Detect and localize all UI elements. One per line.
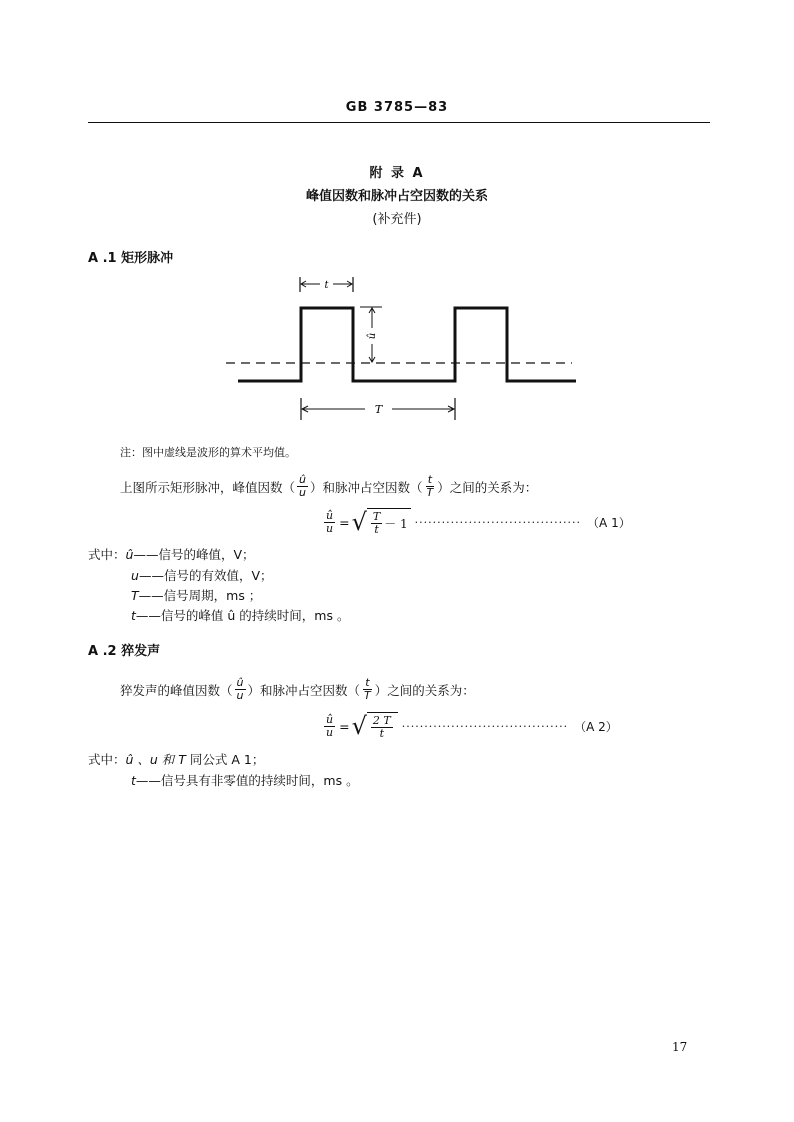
formula-a2-tag: （A 2） <box>574 719 618 734</box>
intro-a1-part3: ）之间的关系为： <box>437 479 538 495</box>
formula-a2-rad-den: t <box>379 727 384 740</box>
peak-factor-fraction <box>297 474 308 499</box>
formula-a1-sqrt <box>352 508 411 536</box>
formula-a1-rad-num: T <box>372 510 381 523</box>
def-a2-0 <box>88 750 264 768</box>
def-a1-0 <box>88 545 255 563</box>
formula-a2-leader-dots: ····································· <box>401 719 569 733</box>
t-label: t <box>324 280 329 291</box>
formula-a1-tag: （A 1） <box>587 515 631 530</box>
peak-factor-den: u <box>236 689 244 702</box>
duty-factor-num: t <box>427 473 433 486</box>
sqrt-sign-icon: √ <box>351 508 367 536</box>
def-a1-1 <box>131 566 273 584</box>
duty-factor-fraction-a2 <box>362 677 373 702</box>
formula-a1-rad-frac <box>371 511 382 536</box>
section-a1-heading: A .1 矩形脉冲 <box>88 251 174 266</box>
def-text: ——信号具有非零值的持续时间，ms 。 <box>135 773 359 788</box>
duty-factor-fraction <box>425 474 436 499</box>
def-text: ——信号周期，ms ； <box>138 588 262 603</box>
def-symbol: t <box>131 773 136 788</box>
formula-a1-lhs-num: û <box>326 508 334 522</box>
formula-a1-lhs-den: u <box>326 521 334 535</box>
def-text: ——信号的峰值 û 的持续时间，ms 。 <box>135 608 350 623</box>
duty-factor-num: t <box>365 676 370 689</box>
intro-a2-part2: ）和脉冲占空因数（ <box>247 682 361 698</box>
formula-a2-sqrt <box>352 712 398 740</box>
intro-a1-part1: 上图所示矩形脉冲，峰值因数（ <box>120 479 296 495</box>
formula-a2-lhs-den: u <box>326 725 334 739</box>
section-a2-intro <box>120 677 475 702</box>
peak-factor-fraction-a2 <box>235 677 246 702</box>
formula-a1-eq: = <box>339 514 350 530</box>
formula-a1-lhs <box>324 510 335 535</box>
def-a1-2 <box>131 586 261 604</box>
formula-a2 <box>322 712 618 740</box>
appendix-label: 附 录 A <box>369 166 425 181</box>
formula-a2-radicand <box>367 712 398 740</box>
appendix-title: 峰值因数和脉冲占空因数的关系 <box>305 189 488 204</box>
def-text: ——信号的峰值，V； <box>133 547 255 562</box>
appendix-note: (补充件) <box>372 212 422 227</box>
page-number: 17 <box>672 1040 688 1054</box>
def-prefix: 式中： <box>88 752 126 767</box>
T-label: T <box>374 403 383 416</box>
formula-a1 <box>322 508 631 536</box>
sqrt-sign-icon: √ <box>351 712 367 740</box>
def-a1-3 <box>131 606 349 624</box>
def-text: ——信号的有效值，V； <box>138 568 273 583</box>
pulse-waveform <box>238 308 576 381</box>
rectangular-pulse-figure <box>220 270 590 430</box>
peak-factor-num: û <box>299 473 306 486</box>
def-symbol: t <box>131 608 136 623</box>
formula-a1-rad-den: t <box>374 523 379 536</box>
formula-a2-lhs <box>324 714 335 739</box>
duty-factor-den: T <box>364 689 371 702</box>
formula-a2-rad-num: 2 T <box>372 714 391 727</box>
peak-factor-den: u <box>299 486 306 499</box>
intro-a2-part1: 猝发声的峰值因数（ <box>120 682 233 698</box>
header-rule <box>88 122 710 123</box>
def-prefix: 式中： <box>88 547 126 562</box>
def-symbol: T <box>131 588 139 603</box>
peak-factor-num: û <box>236 676 244 689</box>
formula-a1-rad-tail: － 1 <box>384 517 408 531</box>
def-symbol: û 、u 和 T <box>125 752 186 767</box>
def-symbol: û <box>125 547 134 562</box>
figure-note: 注：图中虚线是波形的算术平均值。 <box>120 446 296 459</box>
def-a2-1 <box>131 771 359 789</box>
intro-a2-part3: ）之间的关系为： <box>374 682 475 698</box>
def-symbol: u <box>131 568 139 583</box>
def-text: 同公式 A 1； <box>185 752 265 767</box>
formula-a1-radicand <box>367 508 411 536</box>
document-header-code: GB 3785—83 <box>345 100 449 115</box>
duty-factor-den: T <box>426 486 434 499</box>
section-a1-intro <box>120 474 537 499</box>
intro-a1-part2: ）和脉冲占空因数（ <box>310 479 423 495</box>
formula-a2-eq: = <box>339 718 350 734</box>
formula-a2-rad-frac <box>371 715 393 740</box>
section-a2-heading: A .2 猝发声 <box>88 644 161 659</box>
peak-label: û <box>367 332 378 340</box>
formula-a1-leader-dots: ····································· <box>414 515 582 529</box>
formula-a2-lhs-num: û <box>326 712 334 726</box>
